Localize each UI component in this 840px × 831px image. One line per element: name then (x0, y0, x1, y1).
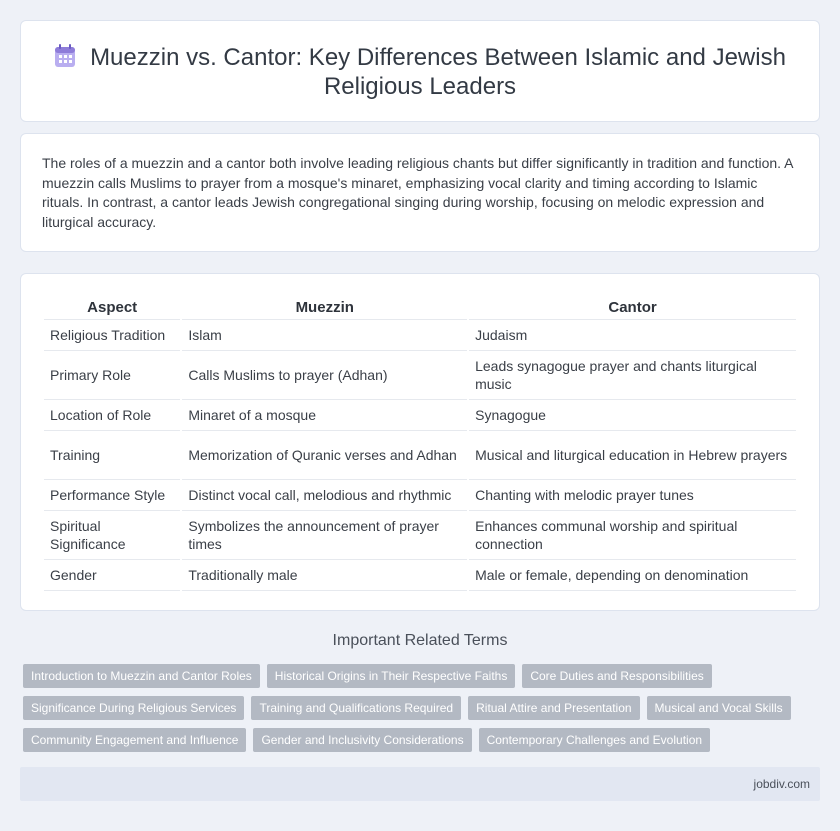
cell-muezzin: Calls Muslims to prayer (Adhan) (182, 351, 467, 400)
tag-row (23, 728, 823, 754)
cell-aspect: Spiritual Significance (44, 511, 180, 560)
comparison-card (20, 273, 820, 611)
related-tag[interactable]: Significance During Religious Services (23, 696, 244, 720)
cell-cantor: Leads synagogue prayer and chants liturgical music (469, 351, 796, 400)
related-tag[interactable]: Ritual Attire and Presentation (468, 696, 639, 720)
header-card (20, 20, 820, 122)
cell-cantor: Enhances communal worship and spiritual connection (469, 511, 796, 560)
intro-paragraph: The roles of a muezzin and a cantor both involve leading religious chants but differ significantly in tradition and function. A muezzin calls Muslims to prayer from a mosque's minaret, emphasizing vocal clarity and timing according to Islamic rituals. In contrast, a cantor leads Jewish congregational singing during worship, focusing on melodic expression and liturgical accuracy. (42, 155, 793, 230)
cell-cantor: Musical and liturgical education in Hebrew prayers (469, 431, 796, 480)
table-row (44, 431, 796, 480)
related-tag[interactable]: Core Duties and Responsibilities (522, 664, 711, 688)
cell-muezzin: Islam (182, 320, 467, 351)
related-tag[interactable]: Musical and Vocal Skills (647, 696, 791, 720)
cell-aspect: Gender (44, 560, 180, 591)
related-tag[interactable]: Contemporary Challenges and Evolution (479, 728, 710, 752)
cell-cantor: Chanting with melodic prayer tunes (469, 480, 796, 511)
cell-aspect: Performance Style (44, 480, 180, 511)
page-title: Muezzin vs. Cantor: Key Differences Between Islamic and Jewish Religious Leaders (90, 44, 786, 100)
related-tag[interactable]: Community Engagement and Influence (23, 728, 246, 752)
table-header-row (44, 296, 796, 320)
footer-bar (20, 767, 820, 801)
cell-aspect: Location of Role (44, 400, 180, 431)
cell-aspect: Training (44, 431, 180, 480)
table-row (44, 480, 796, 511)
cell-aspect: Religious Tradition (44, 320, 180, 351)
related-tag[interactable]: Training and Qualifications Required (251, 696, 461, 720)
tag-row (23, 664, 823, 690)
table-row (44, 400, 796, 431)
related-tag[interactable]: Introduction to Muezzin and Cantor Roles (23, 664, 260, 688)
related-terms-title: Important Related Terms (332, 632, 508, 649)
intro-card (20, 133, 820, 252)
tag-row (23, 696, 823, 722)
cell-aspect: Primary Role (44, 351, 180, 400)
cell-muezzin: Traditionally male (182, 560, 467, 591)
cell-muezzin: Minaret of a mosque (182, 400, 467, 431)
calendar-icon (54, 44, 76, 68)
comparison-table (42, 296, 798, 591)
table-row (44, 351, 796, 400)
page-title-wrap (21, 43, 819, 101)
header-muezzin: Muezzin (182, 296, 467, 320)
related-terms-list (23, 664, 823, 760)
cell-muezzin: Distinct vocal call, melodious and rhythmic (182, 480, 467, 511)
cell-muezzin: Symbolizes the announcement of prayer times (182, 511, 467, 560)
table-row (44, 511, 796, 560)
cell-cantor: Synagogue (469, 400, 796, 431)
cell-cantor: Judaism (469, 320, 796, 351)
header-cantor: Cantor (469, 296, 796, 320)
footer-site-link[interactable]: jobdiv.com (753, 777, 810, 791)
table-row (44, 320, 796, 351)
related-tag[interactable]: Historical Origins in Their Respective Faiths (267, 664, 516, 688)
cell-cantor: Male or female, depending on denomination (469, 560, 796, 591)
related-tag[interactable]: Gender and Inclusivity Considerations (253, 728, 471, 752)
cell-muezzin: Memorization of Quranic verses and Adhan (182, 431, 467, 480)
table-row (44, 560, 796, 591)
header-aspect: Aspect (44, 296, 180, 320)
